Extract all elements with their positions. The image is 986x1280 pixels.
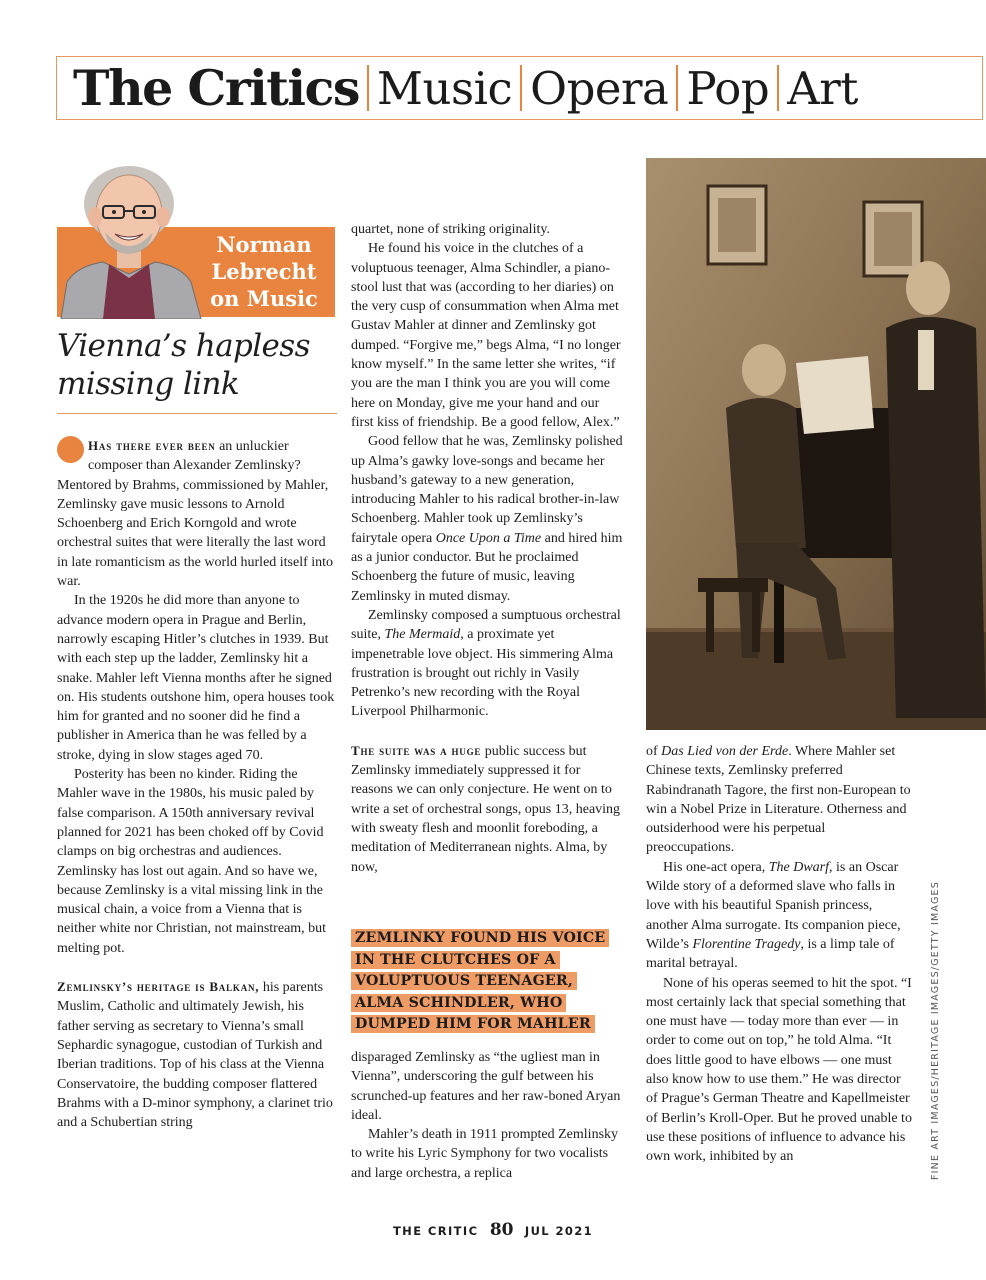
pull-quote-line: IN THE CLUTCHES OF A [351,950,623,972]
paragraph: Posterity has been no kinder. Riding the Mahler wave in the 1980s, his music paled by false comparison. A 150th anniversary revival planned for 2021 has been choked off by Covid clamps on big orchestras and audiences. Zemlinsky has lost out again. And so have we, because Zemlinsky is a vital missing link in the musical chain, a voice from a Vienna that is neither white nor Christian, not mainstream, but melting pot. [57,767,327,956]
paragraph-text: and hired him as a junior conductor. But he proclaimed Schoenberg the future of music, leaving Zemlinsky in muted dismay. [351,530,623,604]
article-column-2-top [351,220,623,877]
pull-quote [351,928,623,1036]
paragraph: disparaged Zemlinsky as “the ugliest man in Vienna”, underscoring the gulf between his scrunched-up features and her raw-boned Aryan ideal. [351,1050,621,1123]
columnist-byline [196,231,332,312]
headline-line: missing link [57,366,240,402]
byline-line: on Music [210,286,318,311]
byline-line: Norman [216,232,312,257]
headline-rule [57,413,337,414]
opera-title: Once Upon a Time [435,530,542,546]
paragraph [351,606,623,722]
drop-bullet-icon [57,436,84,463]
issue-date: JUL 2021 [524,1224,594,1238]
opera-title: Florentine Tragedy [692,936,801,952]
lead-in: Has there ever been [88,438,216,453]
masthead [56,56,983,120]
pull-quote-line: VOLUPTUOUS TEENAGER, [351,971,623,993]
paragraph-text: , is a limp tale of marital betrayal. [646,936,895,972]
pull-quote-line: DUMPED HIM FOR MAHLER [351,1014,623,1036]
lead-in: The suite was a huge [351,742,482,758]
paragraph-text: His one-act opera, [663,859,769,875]
divider [520,65,522,111]
paragraph: Mahler’s death in 1911 prompted Zemlinsky to write his Lyric Symphony for two vocalists and large orchestra, a replica [351,1127,619,1181]
columnist-portrait [57,154,205,319]
page-number: 80 [489,1220,514,1240]
divider [676,65,678,111]
lead-in: Zemlinsky’s heritage is Balkan, [57,979,260,995]
paragraph-text: his parents Muslim, Catholic and ultimately Jewish, his father serving as secretary to Vienna’s small Sephardic synagogue, custodian of Turkish and Iberian traditions. Top of his class at the Vienna Conservatoire, the budding composer flattered Brahms with a D-minor symphony, a clarinet trio and a Schubertian string [57,980,333,1131]
paragraph [646,858,914,974]
paragraph-text: , is an Oscar Wilde story of a deformed slave who falls in love with his beautiful Spanish princess, another Alma surrogate. Its companion piece, Wilde’s [646,859,901,952]
divider [777,65,779,111]
pull-quote-line: ALMA SCHINDLER, WHO [351,993,623,1015]
section-pop: Pop [686,61,770,115]
divider [367,65,369,111]
brand-title: The Critics [73,58,359,117]
paragraph-text: public success but Zemlinsky immediately suppressed it for reasons we can only conjecture. He went on to write a set of orchestral songs, opus 13, heaving with sweaty flesh and moonlit foreboding, a meditation of Mediterranean nights. Alma, by now, [351,743,621,875]
paragraph: In the 1920s he did more than anyone to advance modern opera in Prague and Berlin, narrowly escaping Hitler’s clutches in 1939. But with each step up the ladder, Zemlinsky hit a snake. Mahler left Vienna months after he signed on. His students outshone him, opera houses took him for granted and no sooner did he find a publisher in America than he was felled by a stroke, dying in slow stages aged 70. [57,593,335,763]
paragraph-text: , a proximate yet impenetrable love object. His simmering Alma frustration is brought out richly in Vasily Petrenko’s new recording with the Royal Liverpool Philharmonic. [351,627,614,720]
paragraph-text: Zemlinsky composed a sumptuous orchestral suite, [351,607,621,643]
section-music: Music [376,61,513,115]
article-headline [57,327,337,403]
paragraph-text: Good fellow that he was, Zemlinsky polished up Alma’s gawky love-songs and became her husband’s gateway to a new generation, introducing Mahler to his radical brother-in-law Schoenberg. Mahler took up Zemlinsky’s fairytale opera [351,434,623,546]
byline-line: Lebrecht [211,259,317,284]
page-footer [0,1220,986,1240]
paragraph: He found his voice in the clutches of a voluptuous teenager, Alma Schindler, a piano-stool lust that was (according to her diaries) on the very cusp of consummation when Alma met Gustav Mahler at dinner and Zemlinsky got dumped. “Forgive me,” begs Alma, “I no longer know myself.” In the same letter she writes, “if you are the man I think you are you will come here on Monday, give me your hand and our first kiss of friendship. Be a good fellow, Alex.” [351,241,621,430]
magazine-name: THE CRITIC [392,1224,479,1238]
opera-title: The Dwarf [768,859,830,875]
paragraph [351,432,623,606]
photo-credit: FINE ART IMAGES/HERITAGE IMAGES/GETTY IMAGES [930,881,941,1180]
paragraph: quartet, none of striking originality. [351,222,550,237]
article-column-3 [646,742,914,1167]
paragraph-text: . Where Mahler set Chinese texts, Zemlinsky preferred Rabindranath Tagore, the first non-European to win a Nobel Prize in Literature. Otherness and outsiderhood were his perpetual preoccupations. [646,744,911,856]
paragraph [646,742,914,858]
work-title: Das Lied von der Erde [661,744,789,759]
paragraph [351,741,623,877]
headline-line: Vienna’s hapless [57,328,310,364]
work-title: The Mermaid [384,627,461,643]
article-column-2-bottom [351,1048,623,1183]
section-art: Art [787,61,858,115]
paragraph [57,436,335,591]
paragraph: None of his operas seemed to hit the spot. “I most certainly lack that special something that one must have — today more than ever — in order to come out on top,” he told Alma. “It does little good to have elbows — one must also know how to use them.” He was director of Prague’s German Theatre and Kapellmeister of Berlin’s Kroll-Oper. But he proved unable to use these positions of influence to advance his own work, inhibited by an [646,975,912,1165]
pull-quote-line: ZEMLINKY FOUND HIS VOICE [351,928,623,950]
paragraph-text: of [646,744,662,759]
section-opera: Opera [530,61,669,115]
article-column-1 [57,436,335,1132]
paragraph-text: an unluckier composer than Alexander Zemlinsky? Mentored by Brahms, commissioned by Mahler, Zemlinsky gave music lessons to Arnold Schoenberg and Erich Korngold and wrote orchestral suites that were literally the last word in late romanticism as the world hurled itself into war. [57,439,334,590]
paragraph [57,977,335,1132]
archival-photo [646,158,986,730]
